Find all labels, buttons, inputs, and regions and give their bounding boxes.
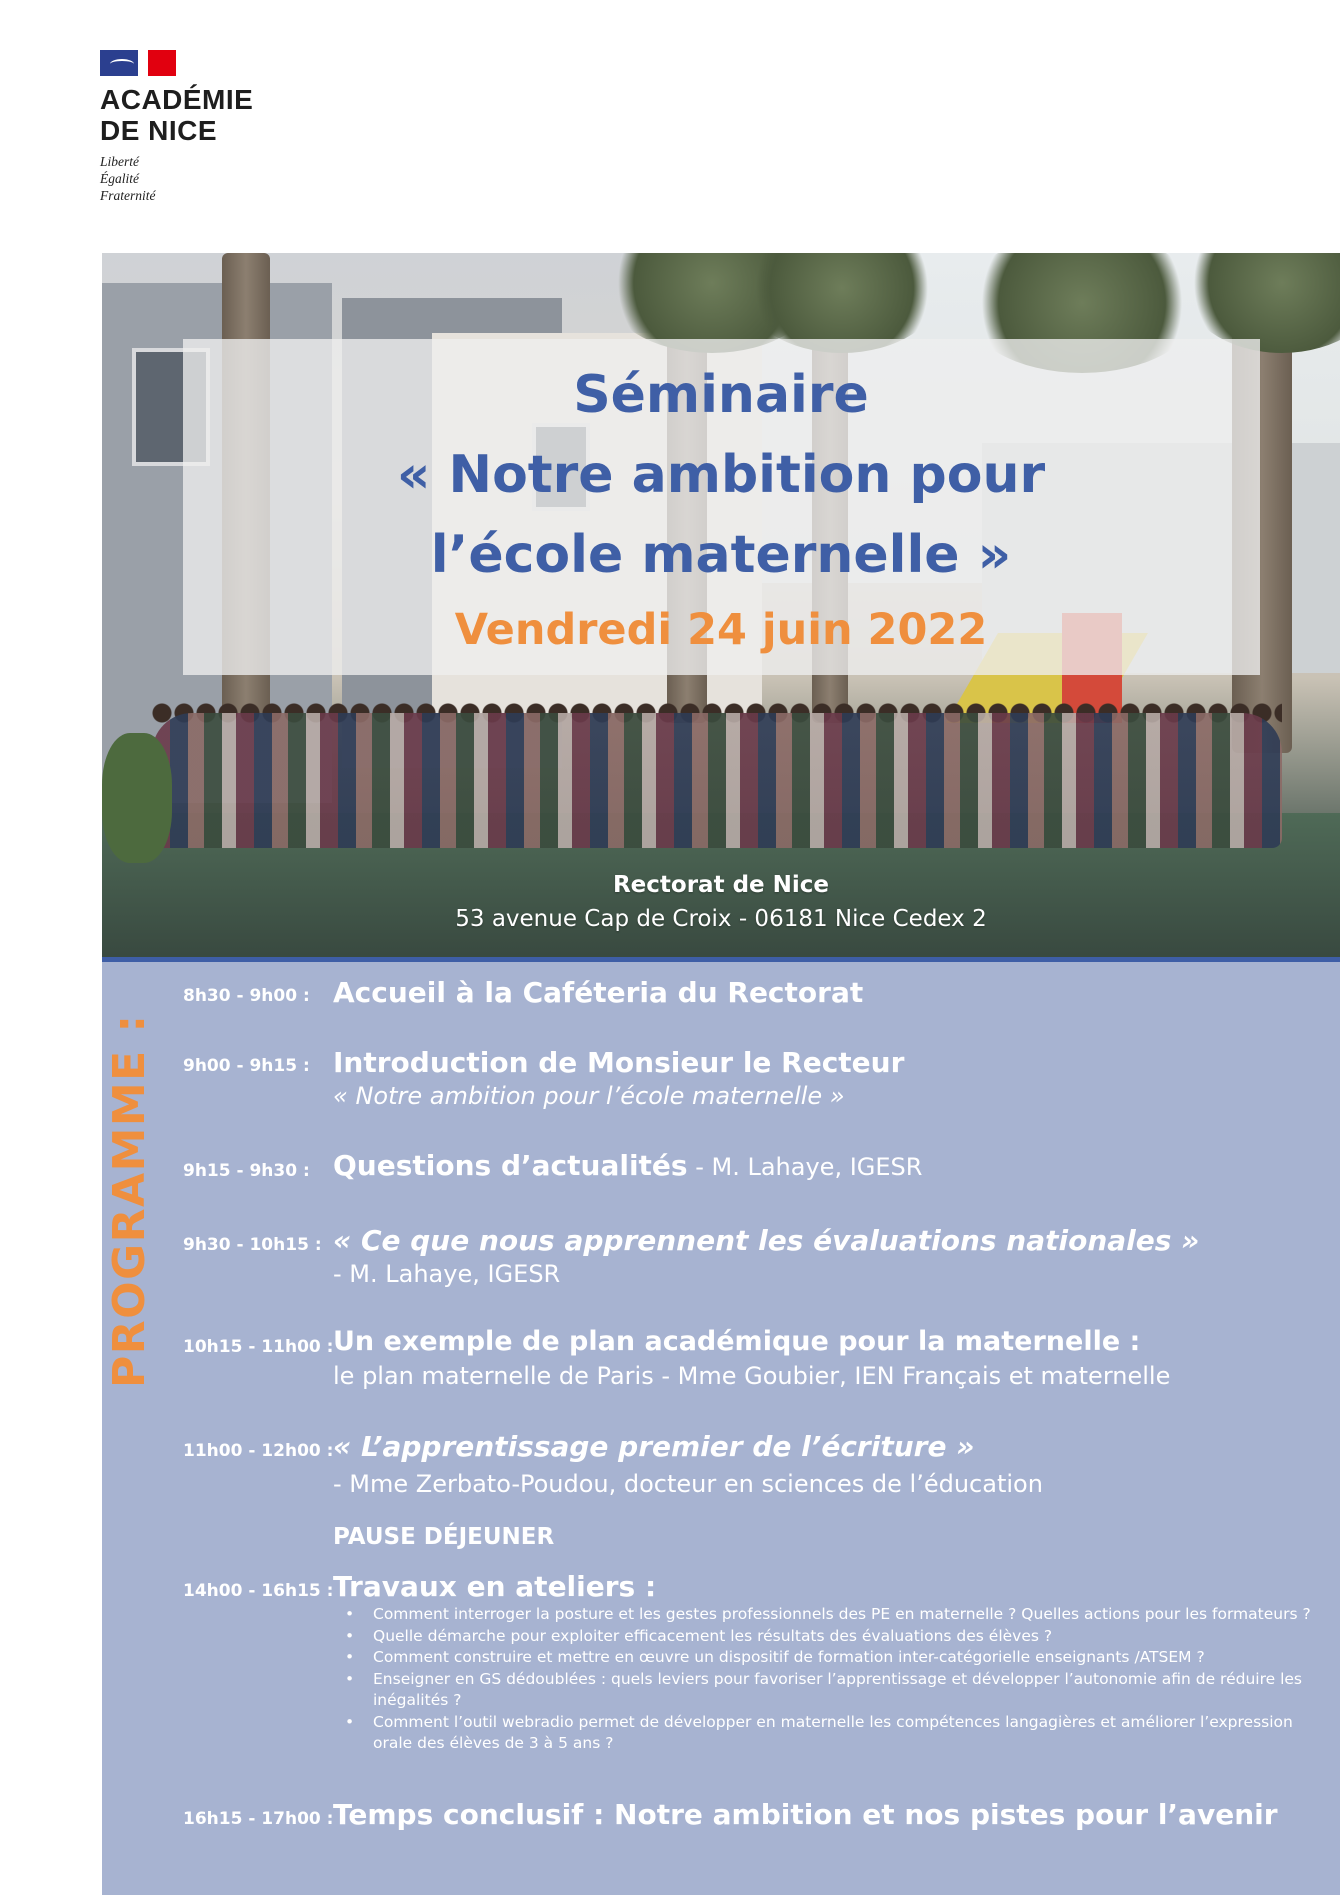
motto-liberte: Liberté: [100, 154, 139, 169]
motto-fraternite: Fraternité: [100, 188, 156, 203]
venue-name: Rectorat de Nice: [612, 872, 830, 898]
item-subtitle: - M. Lahaye, IGESR: [333, 1260, 561, 1288]
logo-line-1: ACADÉMIE: [100, 84, 254, 115]
programme-label-text: PROGRAMME :: [104, 1013, 155, 1388]
item-subtitle: - Mme Zerbato-Poudou, docteur en sciences de l’éducation: [333, 1470, 1043, 1498]
item-time: 14h00 - 16h15 :: [183, 1581, 334, 1601]
title-line-2: « Notre ambition pour: [396, 445, 1046, 505]
title-line-3: l’école maternelle »: [430, 525, 1012, 585]
motto-egalite: Égalité: [100, 171, 139, 186]
venue-address: 53 avenue Cap de Croix - 06181 Nice Cedex 2: [455, 906, 987, 932]
item-time: 9h15 - 9h30 :: [183, 1161, 310, 1181]
item-title: « L’apprentissage premier de l’écriture »: [333, 1430, 975, 1463]
republic-motto: [100, 153, 253, 204]
item-subtitle: « Notre ambition pour l’école maternelle »: [333, 1082, 845, 1110]
item-title: Accueil à la Caféteria du Rectorat: [333, 976, 864, 1009]
item-time: 11h00 - 12h00 :: [183, 1441, 334, 1461]
item-time: 9h00 - 9h15 :: [183, 1056, 310, 1076]
item-title: [333, 1149, 922, 1182]
venue: [102, 868, 1340, 936]
item-time: 8h30 - 9h00 :: [183, 986, 310, 1006]
academie-logo: [100, 50, 253, 204]
lunch-break: PAUSE DÉJEUNER: [333, 1524, 555, 1550]
item-subtitle: le plan maternelle de Paris - Mme Goubier, IEN Français et maternelle: [333, 1362, 1171, 1390]
item-time: 16h15 - 17h00 :: [183, 1809, 334, 1829]
item-title: Introduction de Monsieur le Recteur: [333, 1046, 905, 1079]
seminar-title: [102, 355, 1340, 595]
title-line-1: Séminaire: [573, 365, 869, 425]
workshop-list: [333, 1604, 1333, 1755]
workshop-item: • Enseigner en GS dédoublées : quels leviers pour favoriser l’apprentissage et développer l’autonomie afin de réduire les inégalités ?: [333, 1669, 1333, 1712]
workshop-item: • Comment construire et mettre en œuvre un dispositif de formation inter-catégorielle enseignants /ATSEM ?: [333, 1647, 1333, 1669]
workshop-item: • Comment interroger la posture et les gestes professionnels des PE en maternelle ? Quelles actions pour les formateurs ?: [333, 1604, 1333, 1626]
logo-text: [100, 84, 253, 146]
item-title: Travaux en ateliers :: [333, 1570, 657, 1603]
marianne-flag-icon: [100, 50, 176, 76]
item-title: Temps conclusif : Notre ambition et nos pistes pour l’avenir: [333, 1798, 1278, 1831]
seminar-date: Vendredi 24 juin 2022: [454, 605, 988, 655]
item-time: 10h15 - 11h00 :: [183, 1337, 334, 1357]
workshop-item: • Comment l’outil webradio permet de développer en maternelle les compétences langagières et améliorer l’expression orale des élèves de 3 à 5 ans ?: [333, 1712, 1333, 1755]
workshop-item: • Quelle démarche pour exploiter efficacement les résultats des évaluations des élèves ?: [333, 1626, 1333, 1648]
item-title-text: Questions d’actualités: [333, 1149, 688, 1182]
item-title: Un exemple de plan académique pour la maternelle :: [333, 1326, 1141, 1357]
item-title: « Ce que nous apprennent les évaluations nationales »: [333, 1224, 1200, 1257]
item-speaker: - M. Lahaye, IGESR: [687, 1153, 923, 1181]
logo-line-2: DE NICE: [100, 115, 218, 146]
item-time: 9h30 - 10h15 :: [183, 1235, 322, 1255]
